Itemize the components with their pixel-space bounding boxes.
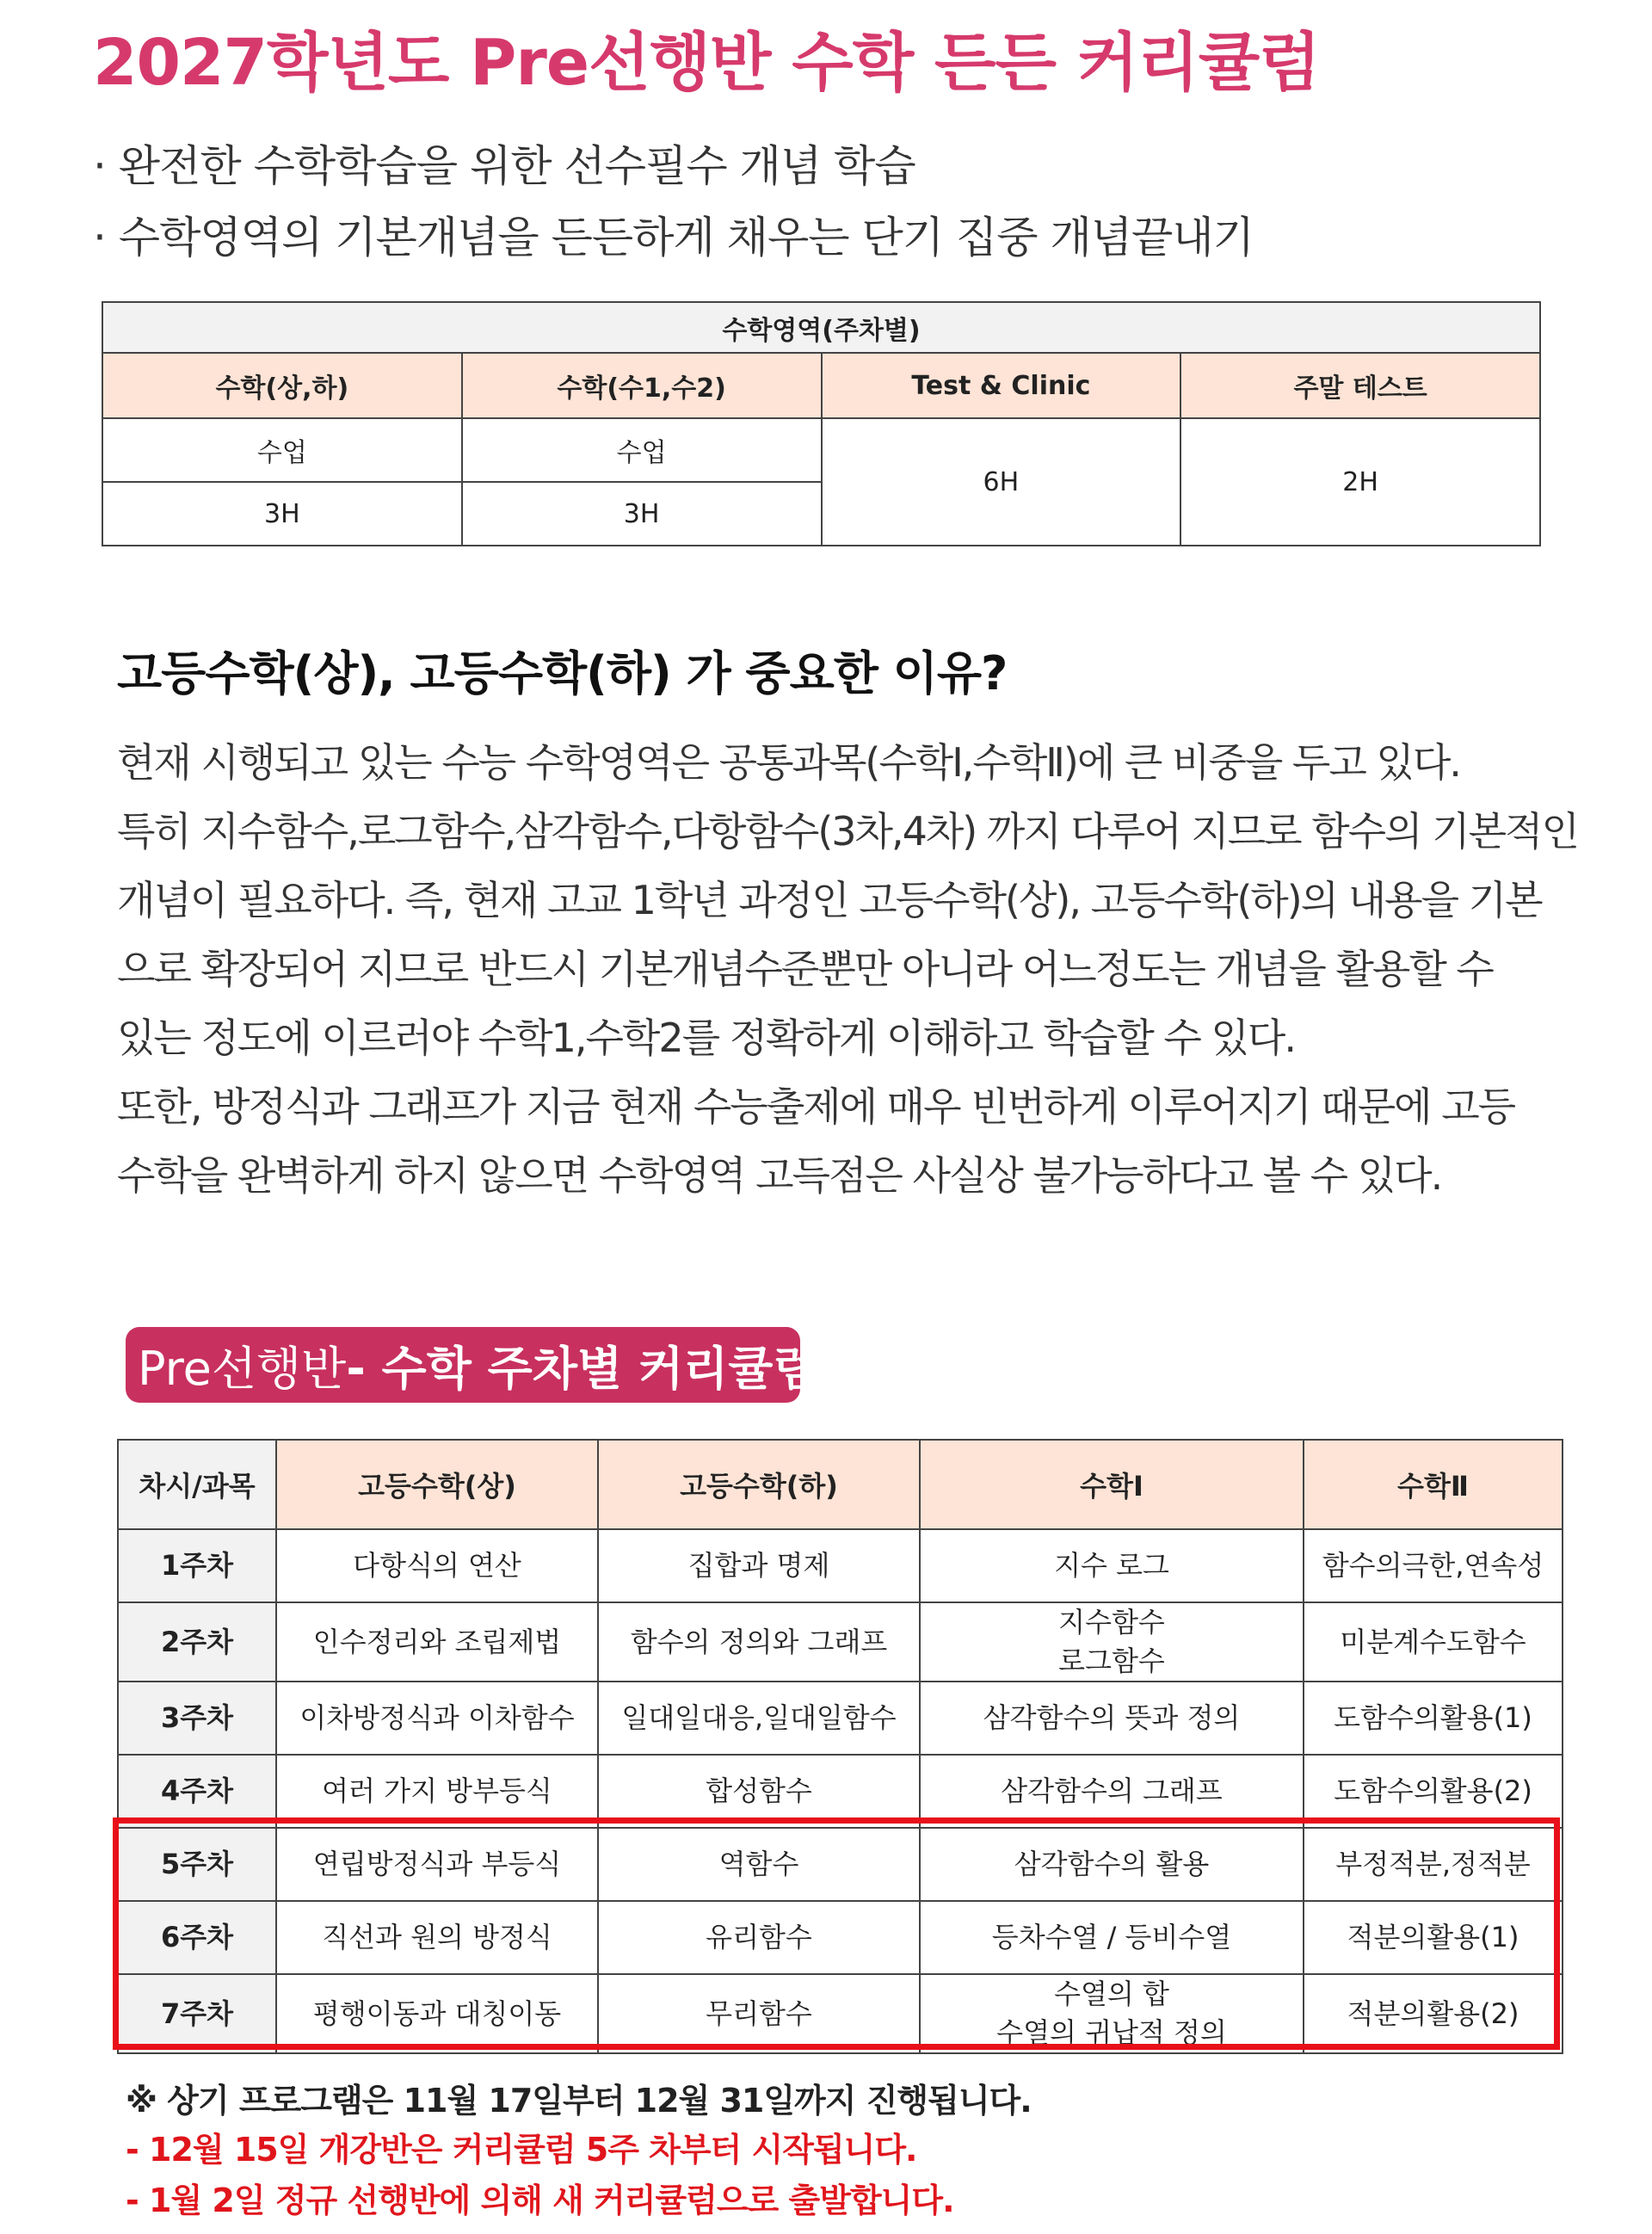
curriculum-cell [920,1529,1304,1602]
reason-line: 개념이 필요하다. 즉, 현재 고교 1학년 과정인 고등수학(상), 고등수학(하)의 내용을 기본 [117,877,1542,923]
week-label: 4주차 [118,1755,276,1828]
curriculum-cell [920,1755,1304,1828]
curriculum-cell [920,1828,1304,1901]
curriculum-cell: 역함수 [598,1828,920,1901]
curriculum-cell: 일대일대응,일대일함수 [598,1682,920,1755]
reason-line: 특히 지수함수,로그함수,삼각함수,다항함수(3차,4차) 까지 다루어 지므로 함수의 기본적인 [117,808,1578,855]
cell-line: 삼각함수의 활용 [1014,1848,1210,1881]
curriculum-cell: 무리함수 [598,1974,920,2053]
reason-line: 현재 시행되고 있는 수능 수학영역은 공통과목(수학Ⅰ,수학Ⅱ)에 큰 비중을 두고 있다. [117,739,1460,786]
week-label: 1주차 [118,1529,276,1602]
cell-line: 등차수열 / 등비수열 [991,1921,1232,1954]
cell-line: 지수 로그 [1054,1549,1169,1583]
week-label: 7주차 [118,1974,276,2053]
intro-line: · 완전한 수학학습을 위한 선수필수 개념 학습 [93,141,915,191]
week-label: 5주차 [118,1828,276,1901]
curriculum-col-header: 수학Ⅰ [920,1440,1304,1529]
reason-line: 있는 정도에 이르러야 수학1,수학2를 정확하게 이해하고 학습할 수 있다. [117,1015,1295,1061]
hours-table-header: 수학영역(주차별) [102,302,1540,353]
program-note-red: - 1월 2일 정규 선행반에 의해 새 커리큘럼으로 출발합니다. [126,2182,954,2219]
hours-cell: 수업 [462,418,822,482]
curriculum-cell: 평행이동과 대칭이동 [276,1974,598,2053]
page-title: 2027학년도 Pre선행반 수학 든든 커리큘럼 [93,26,1320,100]
curriculum-cell: 미분계수도함수 [1304,1602,1563,1682]
curriculum-cell: 여러 가지 방부등식 [276,1755,598,1828]
curriculum-col-header: 고등수학(하) [598,1440,920,1529]
hours-col-header: 수학(상,하) [102,353,462,418]
reason-line: 으로 확장되어 지므로 반드시 기본개념수준뿐만 아니라 어느정도는 개념을 활용할 수 [117,946,1493,992]
curriculum-cell [920,1901,1304,1974]
hours-col-header: Test & Clinic [822,353,1181,418]
hours-cell: 3H [462,482,822,546]
week-label: 3주차 [118,1682,276,1755]
week-label: 6주차 [118,1901,276,1974]
reason-line: 또한, 방정식과 그래프가 지금 현재 수능출제에 매우 빈번하게 이루어지기 때문에 고등 [117,1083,1515,1130]
curriculum-cell: 함수의극한,연속성 [1304,1529,1563,1602]
program-note: ※ 상기 프로그램은 11월 17일부터 12월 31일까지 진행됩니다. [126,2082,1032,2120]
week-label: 2주차 [118,1602,276,1682]
curriculum-cell: 적분의활용(1) [1304,1901,1563,1974]
curriculum-cell: 적분의활용(2) [1304,1974,1563,2053]
badge-part2: - 수학 주차별 커리큘럼 [346,1341,818,1396]
curriculum-cell: 집합과 명제 [598,1529,920,1602]
hours-table [102,301,1541,546]
curriculum-cell [920,1682,1304,1755]
cell-line: 지수함수 [1058,1606,1165,1639]
curriculum-table [117,1439,1563,2054]
curriculum-cell [920,1974,1304,2053]
cell-line: 삼각함수의 뜻과 정의 [983,1701,1241,1735]
curriculum-cell: 다항식의 연산 [276,1529,598,1602]
hours-cell: 6H [822,418,1181,546]
hours-col-header: 수학(수1,수2) [462,353,822,418]
curriculum-cell: 직선과 원의 방정식 [276,1901,598,1974]
curriculum-cell: 유리함수 [598,1901,920,1974]
hours-cell: 3H [102,482,462,546]
curriculum-cell [920,1602,1304,1682]
curriculum-badge [126,1327,818,1403]
hours-cell: 2H [1180,418,1540,546]
curriculum-cell: 도함수의활용(2) [1304,1755,1563,1828]
hours-col-header: 주말 테스트 [1180,353,1540,418]
curriculum-col-header: 수학Ⅱ [1304,1440,1563,1529]
badge-part1: Pre선행반 [138,1341,347,1396]
curriculum-cell: 부정적분,정적분 [1304,1828,1563,1901]
curriculum-cell: 연립방정식과 부등식 [276,1828,598,1901]
curriculum-col-header: 차시/과목 [118,1440,276,1529]
curriculum-cell: 함수의 정의와 그래프 [598,1602,920,1682]
cell-line: 수열의 귀납적 정의 [996,2016,1227,2049]
reason-line: 수학을 완벽하게 하지 않으면 수학영역 고득점은 사실상 불가능하다고 볼 수 있다. [117,1152,1442,1199]
cell-line: 로그함수 [1058,1645,1165,1677]
curriculum-cell: 이차방정식과 이차함수 [276,1682,598,1755]
cell-line: 수열의 합 [1054,1978,1169,2011]
curriculum-cell: 합성함수 [598,1755,920,1828]
curriculum-cell: 도함수의활용(1) [1304,1682,1563,1755]
intro-line: · 수학영역의 기본개념을 든든하게 채우는 단기 집중 개념끝내기 [93,213,1254,262]
curriculum-cell: 인수정리와 조립제법 [276,1602,598,1682]
section-heading: 고등수학(상), 고등수학(하) 가 중요한 이유? [117,646,1008,700]
program-note-red: - 12월 15일 개강반은 커리큘럼 5주 차부터 시작됩니다. [126,2131,917,2169]
cell-line: 삼각함수의 그래프 [1001,1774,1223,1808]
curriculum-col-header: 고등수학(상) [276,1440,598,1529]
hours-cell: 수업 [102,418,462,482]
